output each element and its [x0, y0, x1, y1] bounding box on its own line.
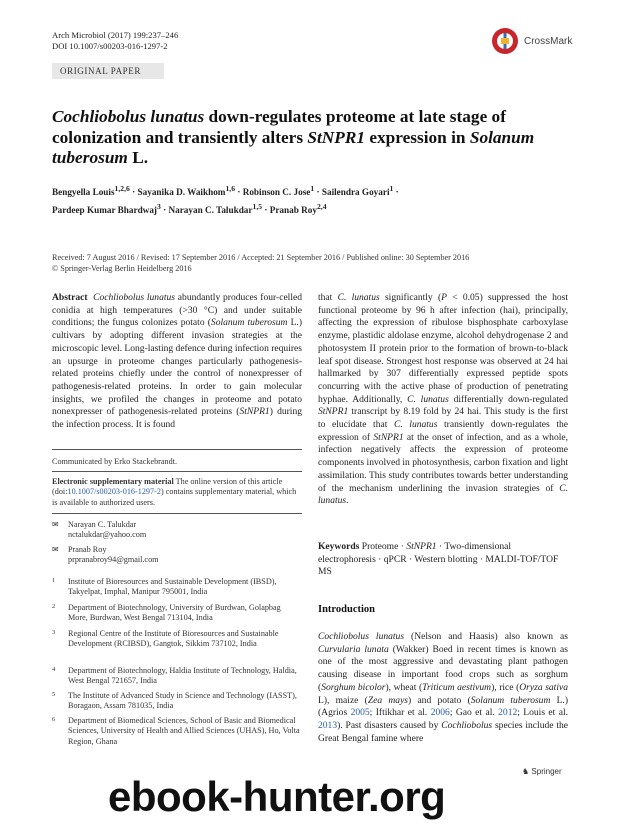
abstract-text: C. lunatus	[407, 393, 449, 405]
author-list	[52, 182, 572, 217]
section-heading: Introduction	[318, 604, 375, 615]
abstract-text: C. lunatus	[393, 419, 438, 431]
abstract-text: C. lunatus	[337, 292, 380, 303]
abstract-text: P	[441, 292, 447, 303]
affiliation-text: Department of Biotechnology, University of Burdwan, Golapbag More, Burdwan, West Bengal 713104, India	[68, 603, 281, 623]
correspondence-email[interactable]: prpranabroy94@gmail.com	[68, 555, 159, 565]
history-dates: Received: 7 August 2016 / Revised: 17 September 2016 / Accepted: 21 September 2016 / Published online: 30 September 2016	[52, 253, 470, 262]
footnote-divider	[52, 471, 302, 472]
abstract-text: abundantly produces four-celled conidia at high temperatures (>30 °C) and under suitable conditions; the fungus colonizes potato (	[52, 292, 302, 329]
correspondence-name: Pranab Roy	[68, 545, 107, 554]
keywords-text: · Two-dimensional electrophoresis · qPCR · Western blotting · MALDI-TOF/TOF MS	[318, 541, 559, 578]
footnote-divider	[52, 449, 302, 450]
author[interactable]: Pranab Roy$^{2,4}$	[269, 201, 327, 215]
affiliation-number: 6	[52, 716, 56, 723]
abstract-text: C. lunatus	[318, 482, 568, 507]
keywords-label: Keywords	[318, 541, 360, 552]
title-part: down-regulates proteome at late stage of colonization and transiently alters	[52, 107, 506, 147]
intro-paragraph: Cochliobolus lunatus (Nelson and Haasis) also known as Curvularia lunata (Wakker) Boed in recent times is known as one of the most aggressive and devastating plant pathogen causing disease in important food crops such as sorghum (Sorghum bicolor), wheat (Triticum aestivum), rice (Oryza sativa L), maize (Zea mays) and potato (Solanum tuberosum L.) (Agrios 2005; Iftikhar et al. 2006; Gao et al. 2012; Louis et al. 2013). Past disasters caused by Cochliobolus species include the Great Bengal famine where	[318, 631, 569, 744]
article-type-badge: ORIGINAL PAPER	[52, 63, 164, 79]
abstract-label: Abstract	[52, 292, 88, 303]
abstract-text: differentially down-regulated	[448, 393, 568, 405]
abstract-text: transiently down-regulates the expression of	[318, 419, 568, 443]
esm-text: The online version of this article (doi:	[52, 477, 283, 497]
envelope-icon: ✉	[52, 545, 59, 554]
affiliation-number: 1	[52, 577, 56, 584]
abstract-text: significantly (	[379, 292, 442, 303]
communicated-by: Communicated by Erko Stackebrandt.	[52, 457, 178, 466]
affiliation-number: 4	[52, 666, 56, 673]
abstract-text: transcript by 8.19 fold by 24 hai. This study is the first to elucidate that	[318, 406, 568, 431]
crossmark-label: CrossMark	[524, 36, 573, 47]
abstract-text: .	[346, 495, 349, 507]
title-part: expression in	[365, 127, 470, 147]
citation-link[interactable]: 2012	[498, 707, 518, 719]
abstract-right	[318, 292, 568, 508]
affiliation-text: Department of Biotechnology, Haldia Institute of Technology, Haldia, West Bengal 721657, India	[68, 666, 297, 686]
article-dates	[52, 252, 592, 274]
author[interactable]: Sailendra Goyari$^1$ ·	[321, 184, 399, 198]
affiliation-number: 5	[52, 691, 56, 698]
journal-info	[52, 30, 178, 52]
abstract-text: Solanum tuberosum	[210, 317, 288, 329]
abstract-text: at the onset of infection, and as a whole, infection negatively affects the expression of proteome components involved in photosynthesis, carbon fixation and light assimilation. This study contributes towards better understanding of the mechanism underlining the invasion strategies of	[318, 431, 568, 494]
affiliation-text: The Institute of Advanced Study in Science and Technology (IASST), Boragaon, Assam 781035, India	[68, 691, 297, 711]
doi-link[interactable]: 10.1007/s00203-016-1297-2	[67, 487, 161, 497]
affiliation-number: 3	[52, 629, 56, 636]
keywords-text: Proteome ·	[359, 541, 407, 552]
affiliation-text: Institute of Bioresources and Sustainable Development (IBSD), Takyelpat, Imphal, Manipur 795001, India	[68, 577, 277, 597]
abstract-text: that	[318, 292, 338, 303]
citation-link[interactable]: 2006	[430, 707, 450, 719]
keywords-text: StNPR1	[406, 541, 437, 552]
title-part: L.	[127, 148, 149, 167]
journal-citation: Arch Microbiol (2017) 199:237–246	[52, 30, 179, 40]
esm-label: Electronic supplementary material	[52, 477, 174, 486]
author[interactable]: Narayan C. Talukdar$^{1,5}$ ·	[168, 201, 270, 215]
abstract-text: StNPR1	[373, 431, 404, 443]
supplementary-note	[52, 477, 302, 508]
abstract-text: StNPR1	[318, 406, 349, 418]
affiliation-text: Department of Biomedical Sciences, School of Basic and Biomedical Sciences, University of Health and Allied Sciences (UHAS), Ho, Volta Region, Ghana	[68, 716, 300, 746]
abstract-text: ) during the infection process. It is found	[52, 406, 302, 431]
crossmark-badge[interactable]	[490, 26, 582, 56]
abstract-text: L.) cultivars by adopting different invasion strategies at the microscopic level. Long-lasting defence during infection requires an upsurge in proteome changes particularly pathogenesis-related proteins chiefly under the control of nonexpresser of pathogenesis-related proteins. In order to gain molecular insights, we profiled the changes in proteome and potato nonexpresser of pathogenesis-related proteins (	[52, 317, 302, 418]
author[interactable]: Pardeep Kumar Bhardwaj$^3$ ·	[52, 201, 169, 215]
abstract-text: Cochliobolus lunatus	[93, 292, 175, 303]
copyright: © Springer-Verlag Berlin Heidelberg 2016	[52, 264, 192, 273]
article-title	[52, 107, 552, 169]
abstract-text: StNPR1	[239, 406, 270, 418]
springer-horse-icon: ♞	[522, 767, 532, 776]
author[interactable]: Sayanika D. Waikhom$^{1,6}$ ·	[137, 184, 243, 198]
abstract-text: < 0.05) suppressed the host functional proteome by 96 h after infection (hai), principally, affecting the expression of ribulose bisphosphate carboxylase enzyme, plastidic aldolase enzyme, alcohol dehydrogenase 2 and photosystem II protein prior to the formation of brown-to-black leaf spot disease. Strongest host response was observed at 24 hai hallmarked by 307 differentially expressed peptide spots concurring with the active phase of production of penetrating hyphae. Additionally,	[318, 292, 568, 405]
springer-label: Springer	[531, 767, 562, 776]
keywords	[318, 541, 568, 579]
envelope-icon: ✉	[52, 520, 59, 529]
watermark: ebook-hunter.org	[108, 773, 446, 820]
title-part: Solanum tuberosum	[52, 127, 535, 167]
title-part: Cochliobolus lunatus	[52, 107, 205, 126]
springer-logo	[522, 767, 562, 776]
journal-doi: DOI 10.1007/s00203-016-1297-2	[52, 41, 168, 51]
esm-text: ) contains supplementary material, which is available to authorized users.	[52, 487, 297, 507]
title-part: StNPR1	[307, 127, 365, 147]
author[interactable]: Bengyella Louis$^{1,2,6}$ ·	[52, 184, 138, 198]
affiliation-number: 2	[52, 603, 56, 610]
footnote-divider	[52, 513, 302, 514]
citation-link[interactable]: 2013	[318, 719, 338, 731]
abstract-left	[52, 292, 302, 432]
affiliation-text: Regional Centre of the Institute of Bioresources and Sustainable Development (RCIBSD), Gangtok, Sikkim 737102, India	[68, 629, 279, 649]
correspondence-name: Narayan C. Talukdar	[68, 520, 137, 529]
crossmark-icon	[490, 26, 520, 56]
correspondence-email[interactable]: nctalukdar@yahoo.com	[68, 530, 147, 540]
citation-link[interactable]: 2005	[350, 707, 370, 719]
author[interactable]: Robinson C. Jose$^1$ ·	[242, 184, 322, 198]
